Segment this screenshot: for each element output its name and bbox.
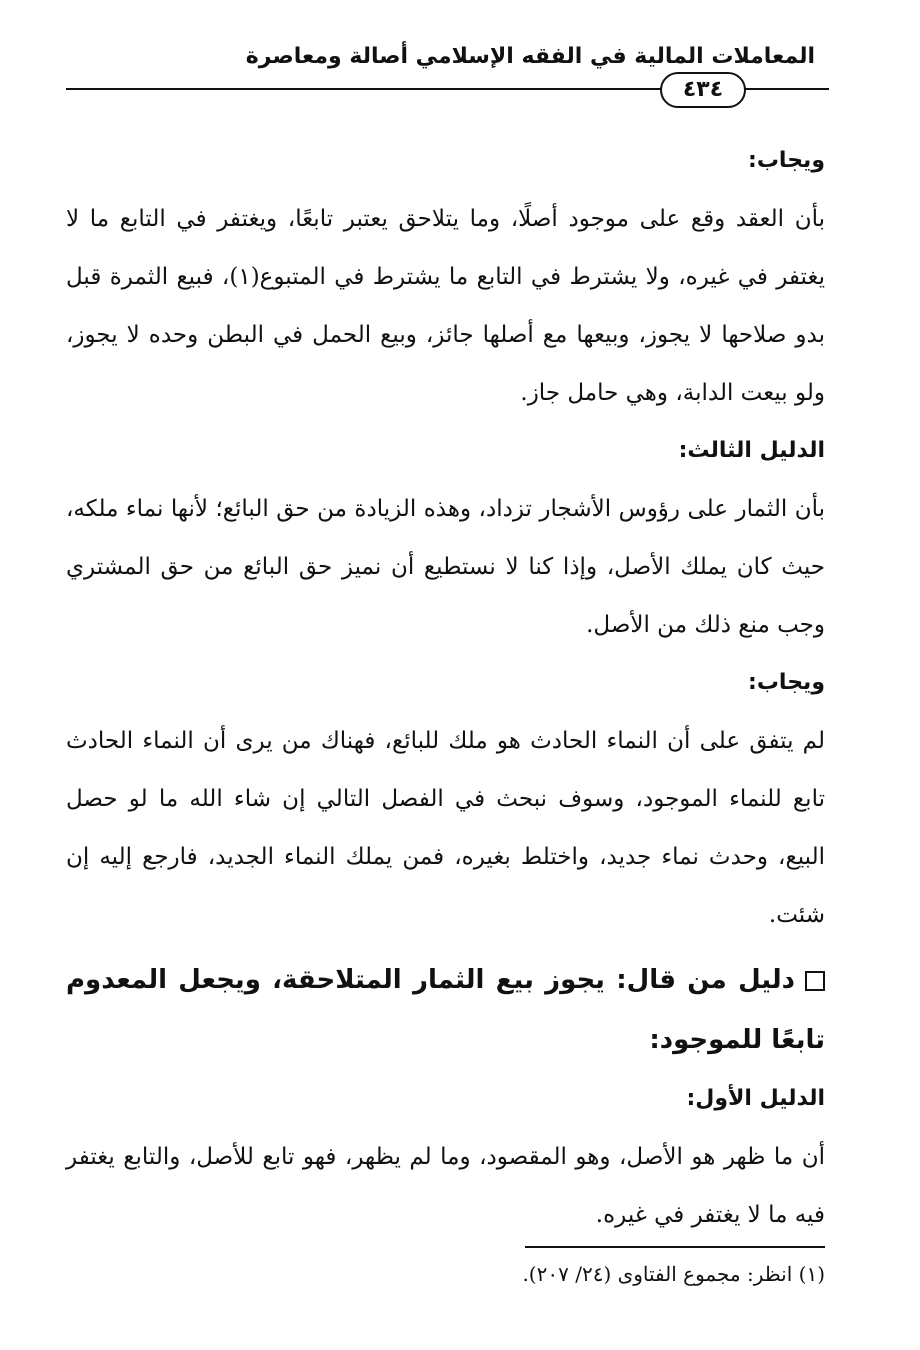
square-bullet-icon <box>805 971 825 991</box>
body-text <box>66 132 825 1244</box>
heading-first-evidence: الدليل الأول: <box>686 1086 825 1111</box>
heading-response-2: ويجاب: <box>748 670 825 695</box>
paragraph-4: أن ما ظهر هو الأصل، وهو المقصود، وما لم يظهر، فهو تابع للأصل، والتابع يغتفر فيه ما لا يغتفر في غيره. <box>66 1144 825 1228</box>
paragraph-3: لم يتفق على أن النماء الحادث هو ملك للبائع، فهناك من يرى أن النماء الحادث تابع للنماء الموجود، وسوف نبحث في الفصل التالي إن شاء الله ما لو حصل البيع، وحدث نماء جديد، واختلط بغيره، فمن يملك النماء الجديد، فارجع إليه إن شئت. <box>66 728 825 928</box>
paragraph-2: بأن الثمار على رؤوس الأشجار تزداد، وهذه الزيادة من حق البائع؛ لأنها نماء ملكه، حيث كان يملك الأصل، وإذا كنا لا نستطيع أن نميز حق البائع من حق المشتري وجب منع ذلك من الأصل. <box>66 496 826 638</box>
footnote-rule <box>525 1246 825 1248</box>
heading-response-1: ويجاب: <box>748 148 825 173</box>
paragraph-1: بأن العقد وقع على موجود أصلًا، وما يتلاحق يعتبر تابعًا، ويغتفر في التابع ما لا يغتفر في غيره، ولا يشترط في التابع ما يشترط في المتبوع(١)، فبيع الثمرة قبل بدو صلاحها لا يجوز، وبيعها مع أصلها جائز، وبيع الحمل في البطن وحده لا يجوز، ولو بيعت الدابة، وهي حامل جاز. <box>66 206 825 406</box>
section-heading <box>66 950 825 1070</box>
page-number: ٤٣٤ <box>660 72 746 108</box>
running-header: المعاملات المالية في الفقه الإسلامي أصالة ومعاصرة <box>245 44 815 69</box>
heading-third-evidence: الدليل الثالث: <box>678 438 825 463</box>
footnote: (١) انظر: مجموع الفتاوى (٢٤/ ٢٠٧). <box>522 1262 825 1286</box>
section-heading-text: دليل من قال: يجوز بيع الثمار المتلاحقة، ويجعل المعدوم تابعًا للموجود: <box>66 965 825 1055</box>
